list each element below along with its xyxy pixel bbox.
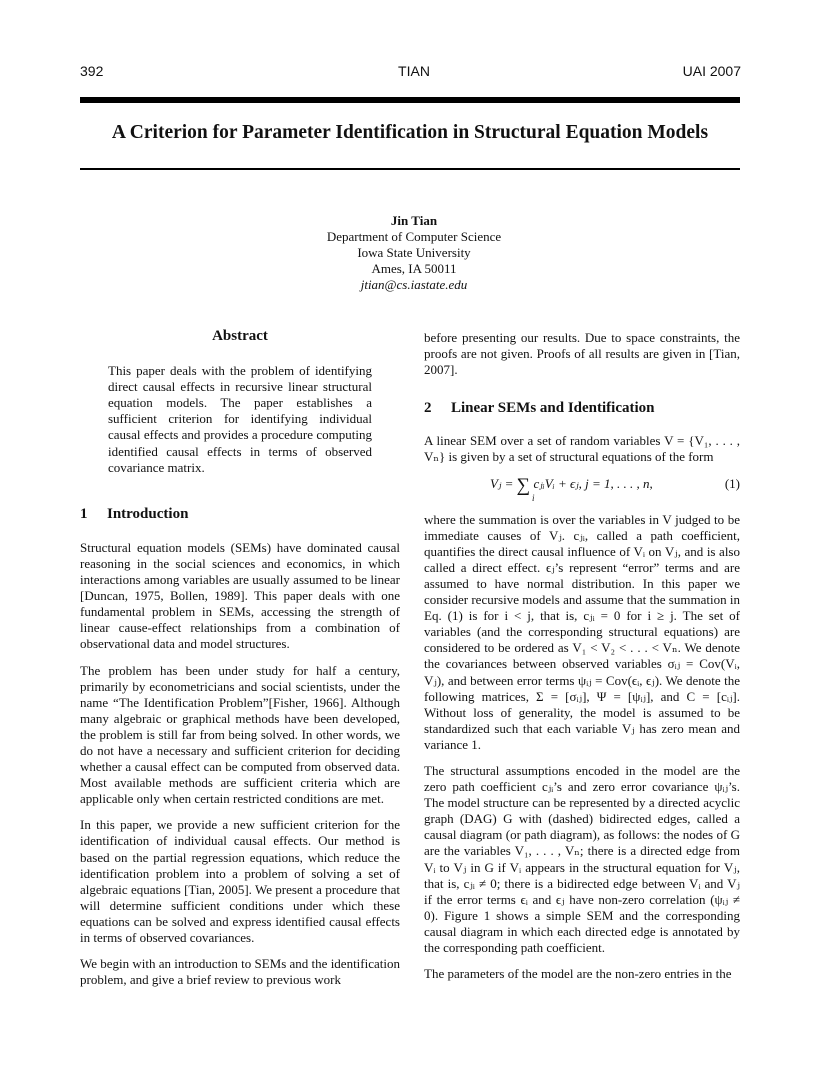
top-rule: [80, 97, 740, 103]
section-heading-introduction: [80, 506, 400, 522]
right-column: [424, 330, 740, 982]
running-title: TIAN: [398, 63, 430, 79]
equation-lhs: Vⱼ =: [490, 475, 514, 491]
title-rule: [80, 168, 740, 170]
intro-continued: before presenting our results. Due to space constraints, the proofs are not given. Proofs of all results are given in [Tian, 2007].: [424, 330, 740, 378]
intro-paragraph: In this paper, we provide a new sufficient criterion for the identification of individual causal effects. Our method is based on the partial regression equations, which reduce the identification problem into a problem of solving a set of algebraic equations [Tian, 2005]. We present a procedure that will determine sufficient conditions under which these equations can be solved and express identified causal effects in terms of observed covariances.: [80, 817, 400, 945]
sems-paragraph: The structural assumptions encoded in the model are the zero path coefficient cⱼᵢ’s and zero error covariance ψᵢⱼ’s. The model structure can be represented by a directed acyclic graph (DAG) G with (dashed) bidirected edges, called a causal diagram (or path diagram), as follows: the nodes of G are the variables V₁, . . . , Vₙ; there is a directed edge from Vᵢ to Vⱼ in G if Vᵢ appears in the structural equation for Vⱼ, that is, cⱼᵢ ≠ 0; there is a bidirected edge between Vᵢ and Vⱼ if the error terms ϵᵢ and ϵⱼ have non-zero correlation (ψᵢⱼ ≠ 0). Figure 1 shows a simple SEM and the corresponding causal diagram in which each directed edge is annotated by the corresponding path coefficient.: [424, 762, 740, 955]
equation-body: [490, 476, 653, 494]
section-heading-linear-sems: [424, 400, 740, 416]
summation-symbol: ∑: [516, 474, 531, 496]
section-number: 2: [424, 400, 432, 417]
intro-paragraph: Structural equation models (SEMs) have dominated causal reasoning in the social sciences and economics, in which interactions among variables are usually assumed to be linear [Duncan, 1975, Bollen, 1989]. This paper deals with one fundamental problem in SEMs, accessing the strength of linear cause-effect relationships from a combination of observational data and model structures.: [80, 539, 400, 652]
summation-index: i: [532, 492, 535, 503]
sems-paragraph: A linear SEM over a set of random variables V = {V₁, . . . , Vₙ} is given by a set of structural equations of the form: [424, 433, 740, 465]
section-title: Introduction: [107, 505, 189, 522]
sems-paragraph: where the summation is over the variables in V judged to be immediate causes of Vⱼ. cⱼᵢ, called a path coefficient, quantifies the direct causal influence of Vᵢ on Vⱼ, and is also called a direct effect. ϵⱼ’s represent “error” terms and are assumed to have normal distribution. In this paper we consider recursive models and assume that the summation in Eq. (1) is for i < j, that is, cⱼᵢ = 0 for i ≥ j. The set of variables (and the corresponding structural equations) are considered to be ordered as V₁ < V₂ < . . . < Vₙ. We denote the covariances between observed variables σᵢⱼ = Cov(Vᵢ, Vⱼ), and between error terms ψᵢⱼ = Cov(ϵᵢ, ϵⱼ). We denote the following matrices, Σ = [σᵢⱼ], Ψ = [ψᵢⱼ], and C = [cᵢⱼ]. Without loss of generality, the model is assumed to be standardized such that each variable Vⱼ has zero mean and variance 1.: [424, 511, 740, 752]
section-title: Linear SEMs and Identification: [451, 400, 655, 417]
author-block: [0, 213, 828, 293]
author-university: Iowa State University: [357, 245, 471, 260]
author-department: Department of Computer Science: [326, 229, 502, 244]
section-number: 1: [80, 505, 88, 522]
equation-1: [424, 472, 740, 508]
abstract-heading: Abstract: [212, 328, 268, 344]
intro-paragraph: We begin with an introduction to SEMs and the identification problem, and give a brief review to previous work: [80, 956, 400, 988]
abstract-text: This paper deals with the problem of identifying direct causal effects in recursive linear structural equation models. The paper establishes a sufficient criterion for identifying individual causal effects and provides a procedure computing identified causal effects in terms of observed covariance matrix.: [108, 363, 372, 475]
equation-rhs: cⱼᵢVᵢ + ϵⱼ, j = 1, . . . , n,: [533, 475, 653, 491]
venue: UAI 2007: [682, 63, 741, 79]
paper-title: A Criterion for Parameter Identification in Structural Equation Models: [111, 122, 709, 143]
page-number: 392: [80, 63, 104, 79]
left-column: [80, 328, 400, 988]
sems-paragraph: The parameters of the model are the non-zero entries in the: [424, 966, 732, 982]
intro-paragraph: The problem has been under study for half a century, primarily by econometricians and social scientists, under the name “The Identification Problem”[Fisher, 1966]. Although many algebraic or graphical methods have been developed, the problem is still far from being solved. In other words, we do not have a necessary and sufficient criterion for deciding whether a causal effect can be computed from observed data. Most available methods are sufficient criteria which are applicable only when certain restricted conditions are met.: [80, 662, 400, 807]
author-city: Ames, IA 50011: [371, 261, 457, 276]
equation-number: (1): [724, 475, 740, 491]
author-email: jtian@cs.iastate.edu: [360, 277, 468, 292]
author-name: Jin Tian: [390, 213, 438, 228]
